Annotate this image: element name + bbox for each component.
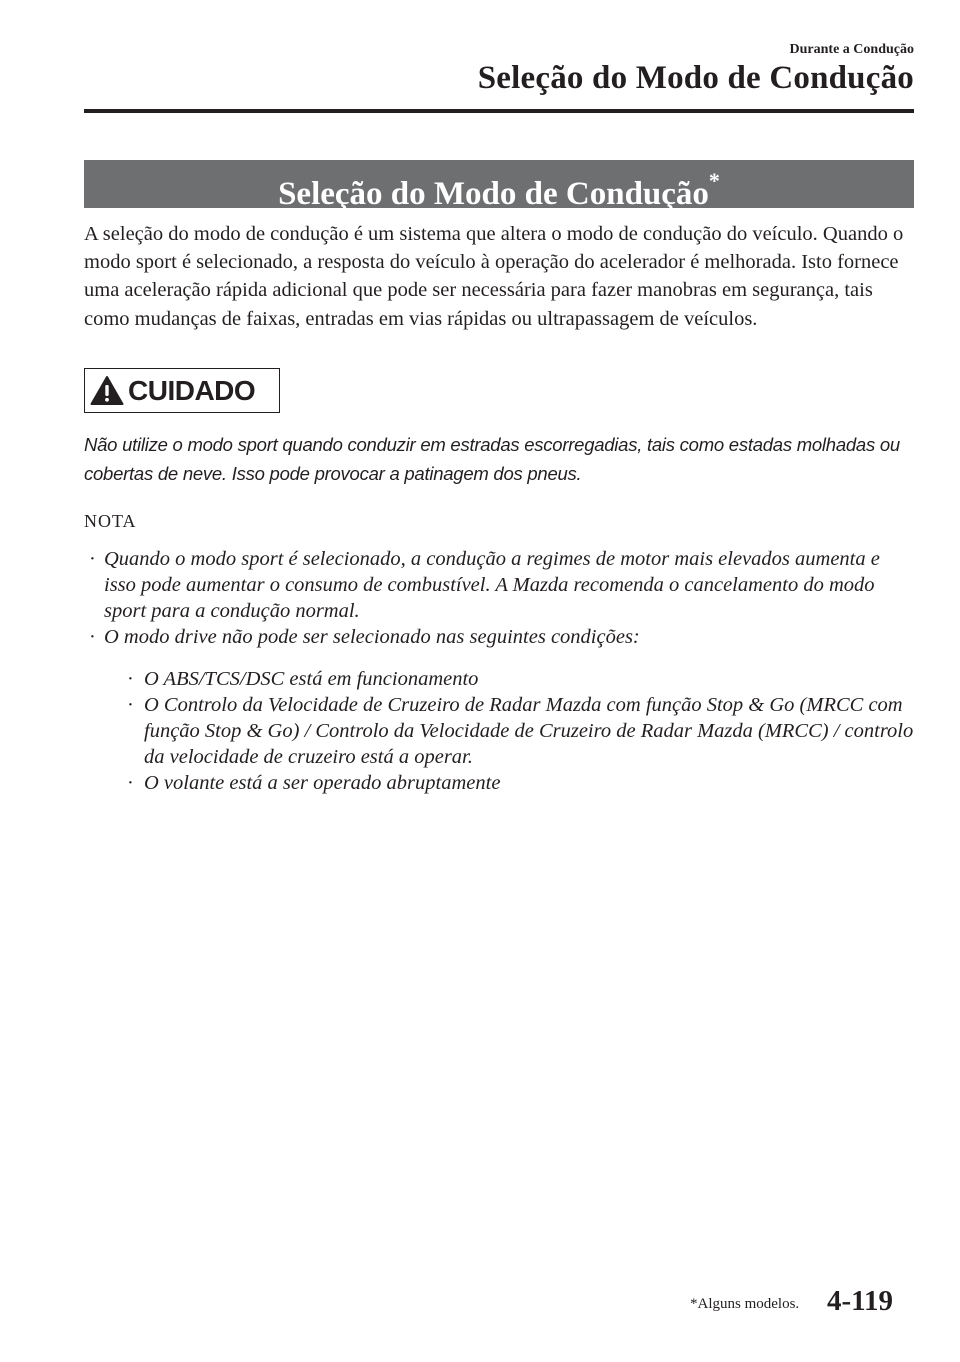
running-header-title: Seleção do Modo de Condução — [477, 60, 914, 96]
section-banner — [84, 160, 914, 212]
bullet-dot-icon: · — [127, 668, 134, 690]
note-heading: NOTA — [84, 511, 137, 531]
note-sub-item-text: O volante está a ser operado abruptamente — [144, 772, 501, 794]
header-divider — [84, 109, 914, 113]
bullet-dot-icon: · — [127, 772, 134, 794]
running-header-section: Durante a Condução — [789, 42, 914, 57]
page-number: 4-119 — [827, 1285, 894, 1317]
note-sub-list — [104, 666, 914, 796]
optional-feature-asterisk: * — [708, 168, 720, 193]
note-item-text: O modo drive não pode ser selecionado nas seguintes condições: — [104, 626, 640, 648]
bullet-dot-icon: · — [127, 694, 134, 716]
caution-label: CUIDADO — [128, 375, 256, 406]
bullet-dot-icon: · — [89, 548, 96, 570]
note-sub-item — [104, 692, 914, 770]
note-sub-item — [104, 666, 914, 692]
note-list — [84, 546, 914, 796]
bullet-dot-icon: · — [89, 626, 96, 648]
section-title: Seleção do Modo de Condução — [278, 176, 709, 212]
caution-text: Não utilize o modo sport quando conduzir em estradas escorregadias, tais como estadas molhadas ou cobertas de neve. Isso pode provocar a patinagem dos pneus. — [84, 434, 900, 484]
note-item — [84, 546, 914, 624]
note-sub-item-text: O Controlo da Velocidade de Cruzeiro de Radar Mazda com função Stop & Go (MRCC com função Stop & Go) / Controlo da Velocidade de Cruzeiro de Radar Mazda (MRCC) / controlo da velocidade de cruzeiro está a operar. — [144, 694, 914, 768]
warning-triangle-icon — [90, 375, 124, 411]
note-sub-item — [104, 770, 914, 796]
note-item — [84, 624, 914, 796]
note-sub-item-text: O ABS/TCS/DSC está em funcionamento — [144, 668, 479, 690]
footnote: *Alguns modelos. — [690, 1296, 800, 1312]
caution-label-box — [84, 368, 280, 413]
intro-paragraph: A seleção do modo de condução é um sistema que altera o modo de condução do veículo. Quando o modo sport é selecionado, a resposta do veículo à operação do acelerador é melhorada. Isto fornece uma aceleração rápida adicional que pode ser necessária para fazer manobras em segurança, tais como mudanças de faixas, entradas em vias rápidas ou ultrapassagem de veículos. — [84, 223, 904, 330]
note-item-text: Quando o modo sport é selecionado, a condução a regimes de motor mais elevados aumenta e isso pode aumentar o consumo de combustível. A Mazda recomenda o cancelamento do modo sport para a condução normal. — [104, 548, 880, 622]
